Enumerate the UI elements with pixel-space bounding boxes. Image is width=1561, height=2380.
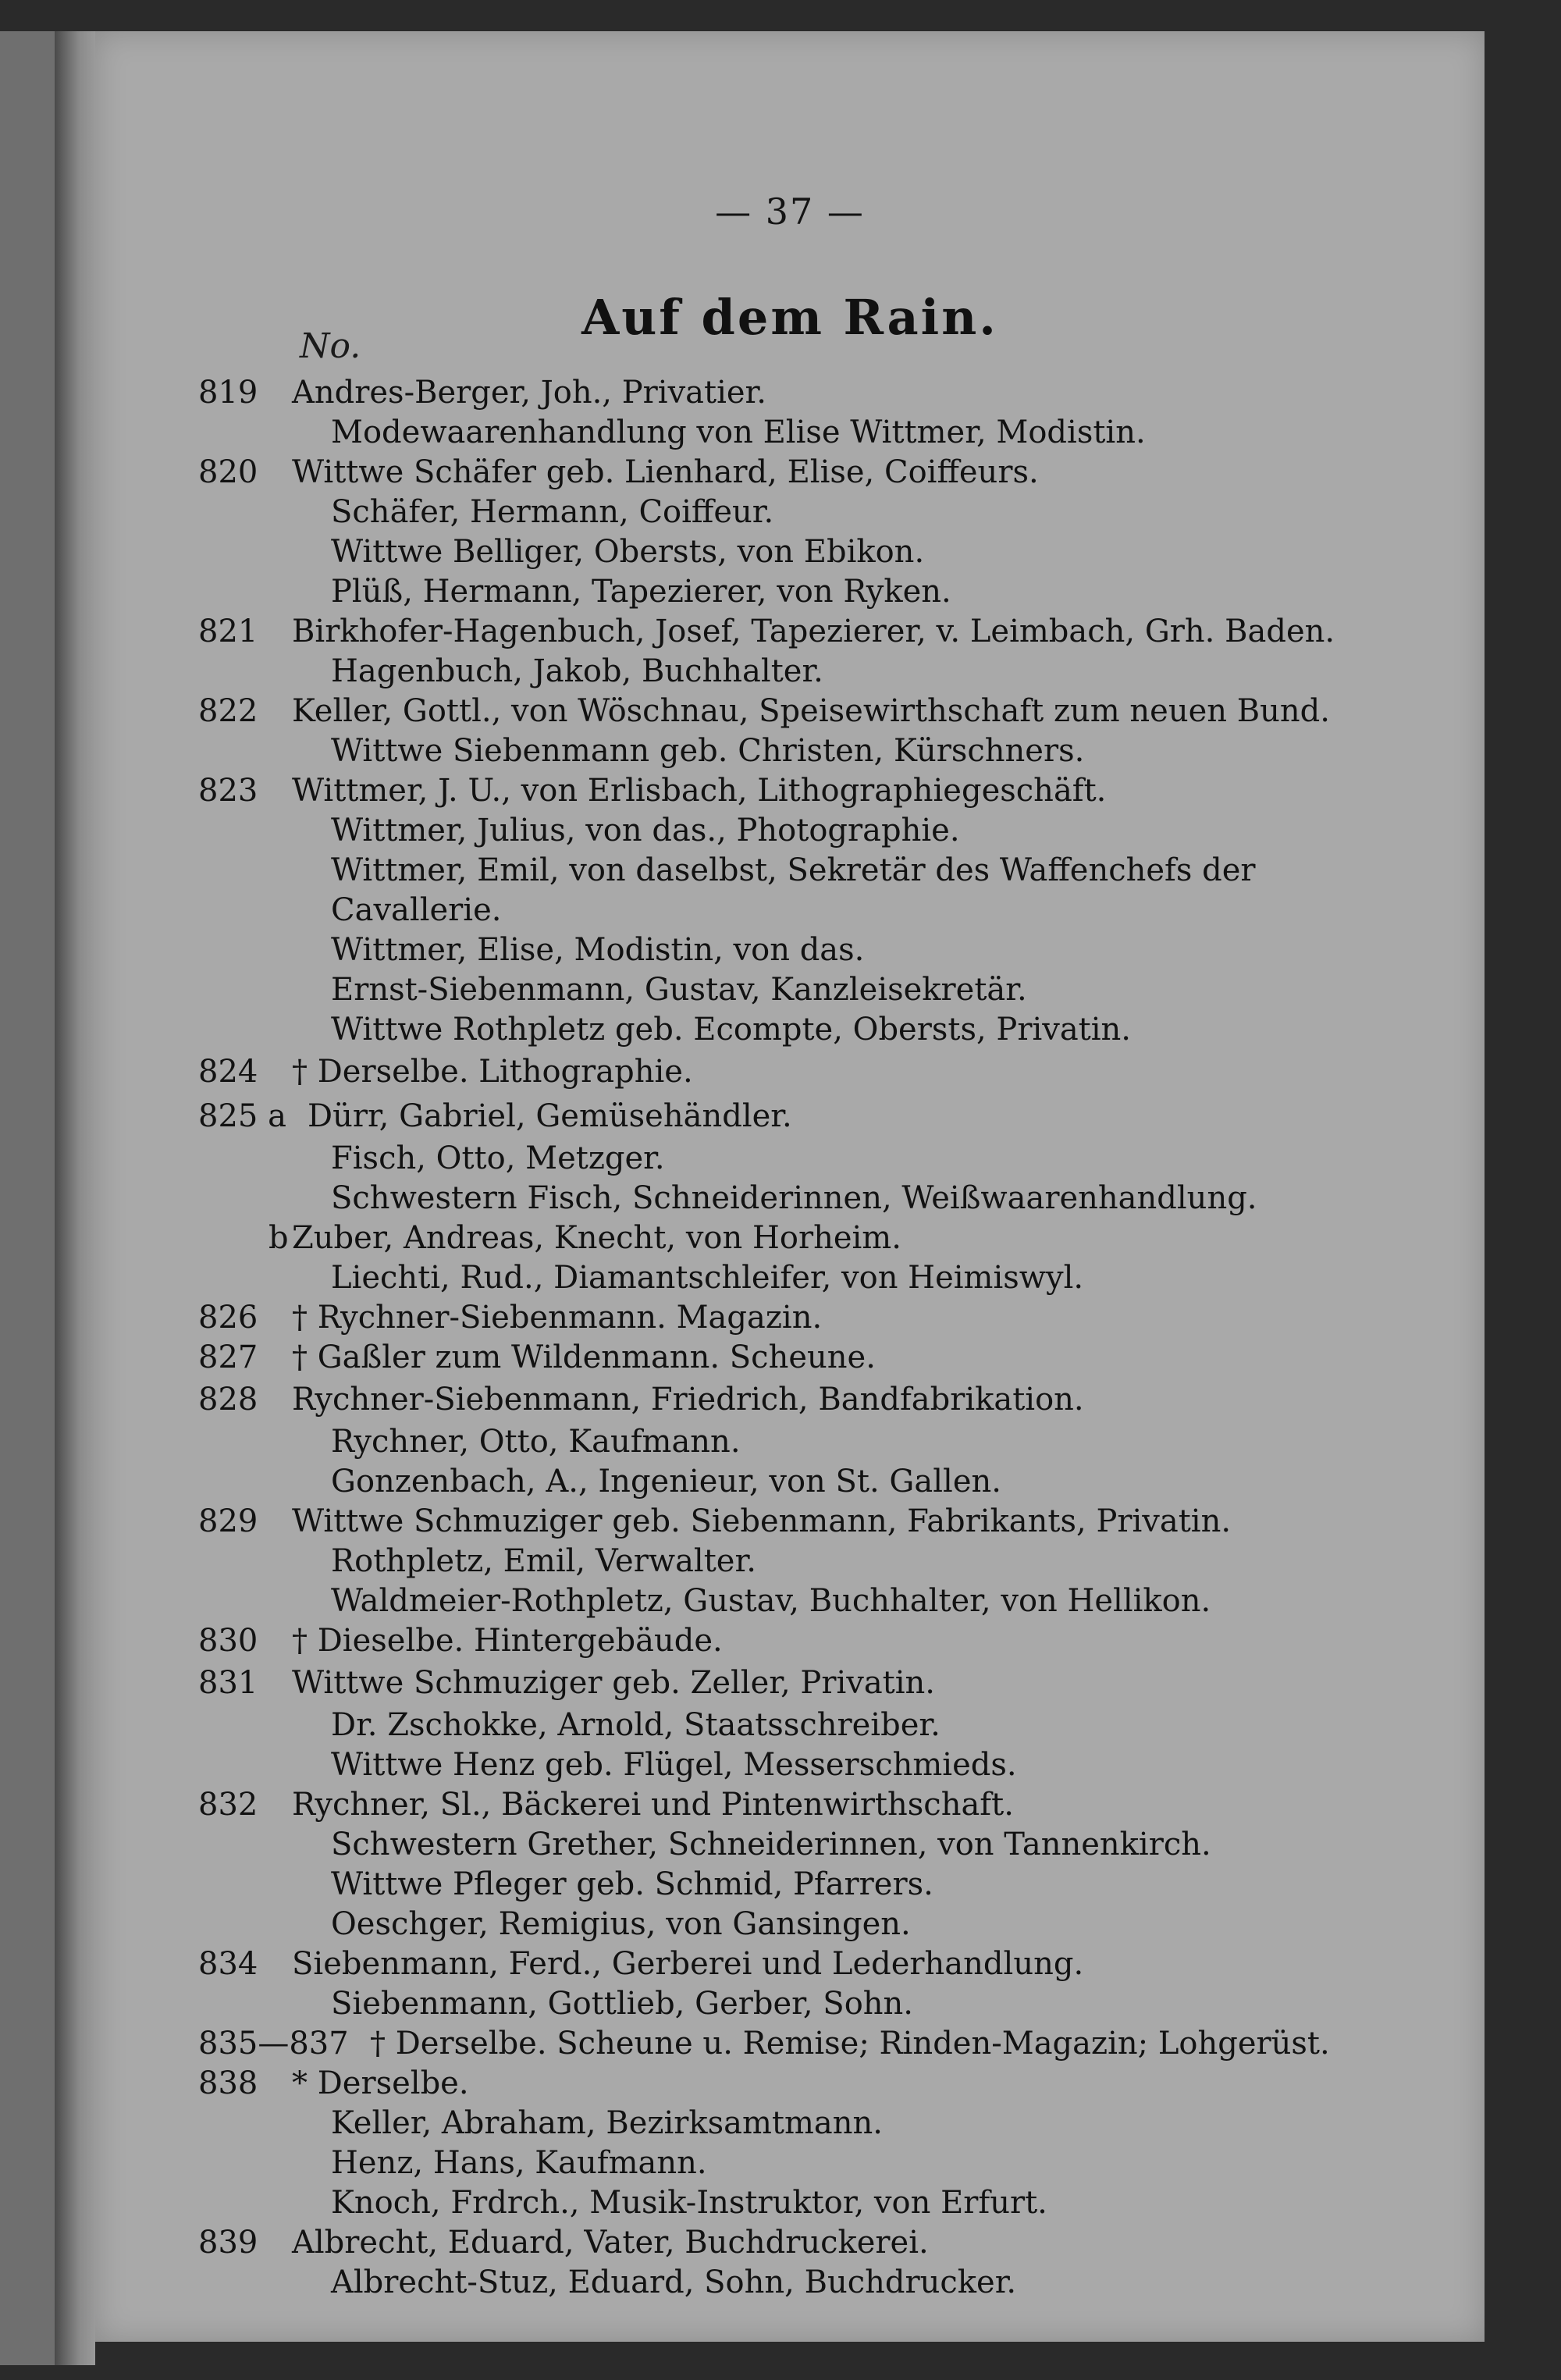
entry-text: Knoch, Frdrch., Musik-Instruktor, von Erfurt. <box>331 2185 1047 2221</box>
entry-text: Albrecht, Eduard, Vater, Buchdruckerei. <box>292 2225 929 2261</box>
house-number: 832 <box>198 1787 258 1823</box>
column-label-no: No. <box>300 326 361 366</box>
list-item <box>95 1462 1485 1502</box>
entry-text: Waldmeier-Rothpletz, Gustav, Buchhalter, von Hellikon. <box>331 1583 1211 1619</box>
list-item <box>95 1785 1485 1825</box>
entry-text: Oeschger, Remigius, von Gansingen. <box>331 1906 911 1942</box>
list-item <box>95 1581 1485 1621</box>
list-item <box>95 1984 1485 2024</box>
entry-text: Schwestern Grether, Schneiderinnen, von Tannenkirch. <box>331 1827 1211 1862</box>
entry-text: † Gaßler zum Wildenmann. Scheune. <box>292 1339 876 1375</box>
house-number: 830 <box>198 1623 258 1659</box>
entry-text: Siebenmann, Gottlieb, Gerber, Sohn. <box>331 1986 914 2022</box>
list-item <box>95 1179 1485 1218</box>
house-number: 827 <box>198 1339 258 1375</box>
entry-text: * Derselbe. <box>292 2065 469 2101</box>
list-item <box>95 1706 1485 1745</box>
page-number: — 37 — <box>715 190 865 233</box>
list-item <box>95 1865 1485 1905</box>
entry-text: Rychner, Sl., Bäckerei und Pintenwirthschaft. <box>292 1787 1014 1823</box>
house-number: 820 <box>198 454 258 490</box>
list-item <box>95 413 1485 453</box>
house-number: 826 <box>198 1300 258 1336</box>
list-item <box>95 692 1485 731</box>
entry-text: Wittmer, J. U., von Erlisbach, Lithographiegeschäft. <box>292 773 1107 809</box>
entry-text: Wittmer, Elise, Modistin, von das. <box>331 932 865 968</box>
left-page-edge <box>0 31 55 2365</box>
house-number: 828 <box>198 1382 258 1418</box>
list-item <box>95 771 1485 811</box>
list-item <box>95 1422 1485 1462</box>
list-item <box>95 731 1485 771</box>
list-item <box>95 1745 1485 1785</box>
list-item <box>95 1378 1485 1422</box>
entry-text: Wittwe Siebenmann geb. Christen, Kürschners. <box>331 733 1085 769</box>
list-item <box>95 1944 1485 1984</box>
entry-text: Wittwe Rothpletz geb. Ecompte, Obersts, Privatin. <box>331 1012 1132 1048</box>
entry-text: Keller, Abraham, Bezirksamtmann. <box>331 2105 884 2141</box>
list-item <box>95 612 1485 652</box>
entry-text: Modewaarenhandlung von Elise Wittmer, Modistin. <box>331 414 1146 450</box>
entry-text: Schäfer, Hermann, Coiffeur. <box>331 494 774 530</box>
list-item <box>95 572 1485 612</box>
house-number: 819 <box>198 375 258 411</box>
list-item <box>95 851 1485 891</box>
entry-text: Ernst-Siebenmann, Gustav, Kanzleisekretär. <box>331 972 1027 1008</box>
entry-text: Cavallerie. <box>331 892 502 928</box>
entry-text: Wittwe Henz geb. Flügel, Messerschmieds. <box>331 1747 1017 1783</box>
entry-text: Andres-Berger, Joh., Privatier. <box>292 375 766 411</box>
list-item <box>95 2024 1485 2064</box>
entry-text: Wittwe Schmuziger geb. Zeller, Privatin. <box>292 1665 936 1701</box>
house-number: 835—837 <box>198 2026 349 2062</box>
list-item <box>95 2183 1485 2223</box>
house-number: 838 <box>198 2065 258 2101</box>
entry-text: Wittwe Belliger, Obersts, von Ebikon. <box>331 534 925 570</box>
entry-text: Albrecht-Stuz, Eduard, Sohn, Buchdrucker. <box>331 2264 1017 2300</box>
list-item <box>95 891 1485 930</box>
house-number: 834 <box>198 1946 258 1982</box>
entry-text: Rychner-Siebenmann, Friedrich, Bandfabrikation. <box>292 1382 1084 1418</box>
house-number: 824 <box>198 1054 258 1090</box>
entry-text: Liechti, Rud., Diamantschleifer, von Heimiswyl. <box>331 1260 1084 1296</box>
house-number: b <box>268 1220 289 1256</box>
house-number: 829 <box>198 1503 258 1539</box>
entry-text: Rothpletz, Emil, Verwalter. <box>331 1543 756 1579</box>
list-item <box>95 1218 1485 1258</box>
entry-text: † Rychner-Siebenmann. Magazin. <box>292 1300 823 1336</box>
list-item <box>95 2064 1485 2104</box>
list-item <box>95 493 1485 532</box>
list-item <box>95 2223 1485 2263</box>
list-item <box>95 811 1485 851</box>
entry-text: Dr. Zschokke, Arnold, Staatsschreiber. <box>331 1707 941 1743</box>
list-item <box>95 1905 1485 1944</box>
list-item <box>95 1825 1485 1865</box>
entry-text: Schwestern Fisch, Schneiderinnen, Weißwaarenhandlung. <box>331 1180 1257 1216</box>
book-gutter <box>55 31 95 2365</box>
entry-text: Birkhofer-Hagenbuch, Josef, Tapezierer, v. Leimbach, Grh. Baden. <box>292 614 1335 649</box>
house-number: 822 <box>198 693 258 729</box>
house-number: 831 <box>198 1665 258 1701</box>
entry-text: Zuber, Andreas, Knecht, von Horheim. <box>292 1220 901 1256</box>
entry-text: Wittmer, Julius, von das., Photographie. <box>331 813 960 848</box>
house-number: 839 <box>198 2225 258 2261</box>
entry-text: † Dieselbe. Hintergebäude. <box>292 1623 723 1659</box>
list-item <box>95 1094 1485 1139</box>
list-item <box>95 652 1485 692</box>
list-item <box>95 532 1485 572</box>
house-number: 823 <box>198 773 258 809</box>
list-item <box>95 2263 1485 2303</box>
entry-text: Rychner, Otto, Kaufmann. <box>331 1424 741 1460</box>
entry-text: Wittwe Schäfer geb. Lienhard, Elise, Coiffeurs. <box>292 454 1039 490</box>
entry-text: Wittwe Pfleger geb. Schmid, Pfarrers. <box>331 1866 933 1902</box>
list-item <box>95 1542 1485 1581</box>
entry-text: Dürr, Gabriel, Gemüsehändler. <box>308 1098 792 1134</box>
entry-text: Siebenmann, Ferd., Gerberei und Lederhandlung. <box>292 1946 1084 1982</box>
house-number: 825 a <box>198 1098 286 1134</box>
list-item <box>95 1258 1485 1298</box>
entry-text: Hagenbuch, Jakob, Buchhalter. <box>331 653 823 689</box>
list-item <box>95 930 1485 970</box>
entry-text: Plüß, Hermann, Tapezierer, von Ryken. <box>331 574 951 610</box>
entry-text: Wittmer, Emil, von daselbst, Sekretär des Waffenchefs der <box>331 852 1256 888</box>
list-item <box>95 1050 1485 1094</box>
list-item <box>95 1661 1485 1706</box>
list-item <box>95 970 1485 1010</box>
list-item <box>95 2104 1485 2143</box>
entry-text: Fisch, Otto, Metzger. <box>331 1140 665 1176</box>
entry-text: † Derselbe. Lithographie. <box>292 1054 693 1090</box>
entry-text: † Derselbe. Scheune u. Remise; Rinden-Magazin; Lohgerüst. <box>370 2026 1330 2062</box>
address-list <box>95 373 1485 2303</box>
entry-text: Henz, Hans, Kaufmann. <box>331 2145 707 2181</box>
house-number: 821 <box>198 614 258 649</box>
list-item <box>95 373 1485 413</box>
list-item <box>95 1010 1485 1050</box>
entry-text: Gonzenbach, A., Ingenieur, von St. Gallen. <box>331 1464 1001 1500</box>
entry-text: Wittwe Schmuziger geb. Siebenmann, Fabrikants, Privatin. <box>292 1503 1232 1539</box>
entry-text: Keller, Gottl., von Wöschnau, Speisewirthschaft zum neuen Bund. <box>292 693 1330 729</box>
list-item <box>95 1502 1485 1542</box>
page-heading: Auf dem Rain. <box>581 289 998 346</box>
list-item <box>95 1298 1485 1338</box>
book-page <box>95 31 1485 2342</box>
list-item <box>95 1621 1485 1661</box>
list-item <box>95 453 1485 493</box>
list-item <box>95 1338 1485 1378</box>
list-item <box>95 1139 1485 1179</box>
list-item <box>95 2143 1485 2183</box>
